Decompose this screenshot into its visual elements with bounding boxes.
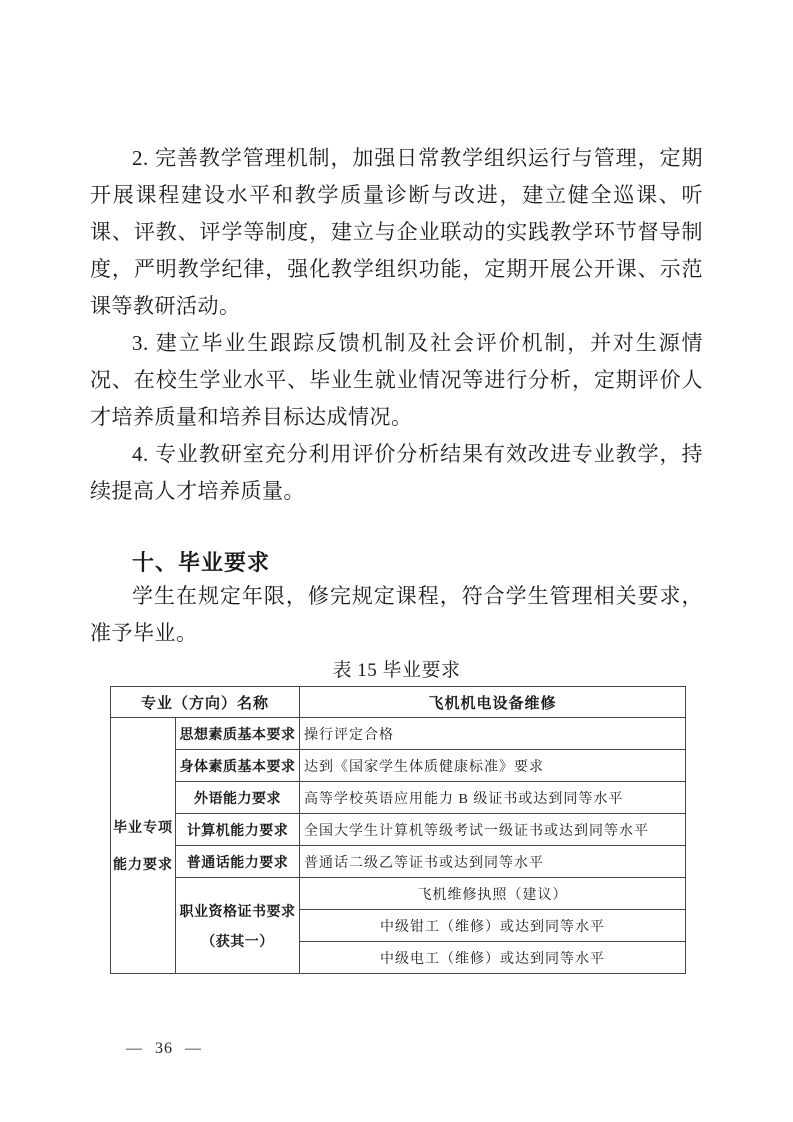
row-value-mandarin: 普通话二级乙等证书或达到同等水平 [300, 846, 686, 878]
table-row [111, 814, 686, 846]
row-value-ideology: 操行评定合格 [300, 718, 686, 750]
content-area [90, 140, 703, 974]
page-number-text: — 36 — [126, 1040, 202, 1057]
row-label-foreign-language: 外语能力要求 [176, 782, 300, 814]
group-label-line2: 能力要求 [113, 855, 173, 872]
row-label-mandarin: 普通话能力要求 [176, 846, 300, 878]
row-label-physical: 身体素质基本要求 [176, 750, 300, 782]
cert-label-line1: 职业资格证书要求 [179, 902, 296, 919]
graduation-requirements-table [110, 686, 686, 974]
table-header-major-value: 飞机机电设备维修 [300, 687, 686, 718]
table-row [111, 782, 686, 814]
row-value-foreign-language: 高等学校英语应用能力 B 级证书或达到同等水平 [300, 782, 686, 814]
table-row [111, 718, 686, 750]
row-value-computer: 全国大学生计算机等级考试一级证书或达到同等水平 [300, 814, 686, 846]
row-label-ideology: 思想素质基本要求 [176, 718, 300, 750]
table-header-major-name: 专业（方向）名称 [111, 687, 300, 718]
paragraph-teaching-improvement: 4. 专业教研室充分利用评价分析结果有效改进专业教学，持续提高人才培养质量。 [90, 442, 703, 503]
table-row [111, 750, 686, 782]
table-header-row [111, 687, 686, 718]
paragraph-teaching-management: 2. 完善教学管理机制，加强日常教学组织运行与管理，定期开展课程建设水平和教学质量诊断与改进，建立健全巡课、听课、评教、评学等制度，建立与企业联动的实践教学环节督导制度，严明教学纪律，强化教学组织功能，定期开展公开课、示范课等教研活动。 [90, 146, 703, 318]
table-caption: 表 15 毕业要求 [332, 660, 461, 681]
row-group-label-cell [111, 718, 176, 974]
cert-option-aircraft-license: 飞机维修执照（建议） [300, 878, 686, 910]
group-label-line1: 毕业专项 [113, 818, 173, 835]
row-label-computer: 计算机能力要求 [176, 814, 300, 846]
paragraph-graduate-tracking: 3. 建立毕业生跟踪反馈机制及社会评价机制，并对生源情况、在校生学业水平、毕业生就业情况等进行分析，定期评价人才培养质量和培养目标达成情况。 [90, 331, 703, 429]
section-heading-graduation-requirements: 十、毕业要求 [132, 550, 271, 575]
table-row [111, 878, 686, 910]
cert-label-line2: （获其一） [201, 932, 274, 949]
cert-option-fitter: 中级钳工（维修）或达到同等水平 [300, 910, 686, 942]
table-row [111, 846, 686, 878]
page-number [126, 1040, 202, 1058]
row-value-physical: 达到《国家学生体质健康标准》要求 [300, 750, 686, 782]
row-label-vocational-certificate [176, 878, 300, 974]
cert-option-electrician: 中级电工（维修）或达到同等水平 [300, 942, 686, 974]
section-intro-text: 学生在规定年限，修完规定课程，符合学生管理相关要求，准予毕业。 [90, 584, 703, 645]
